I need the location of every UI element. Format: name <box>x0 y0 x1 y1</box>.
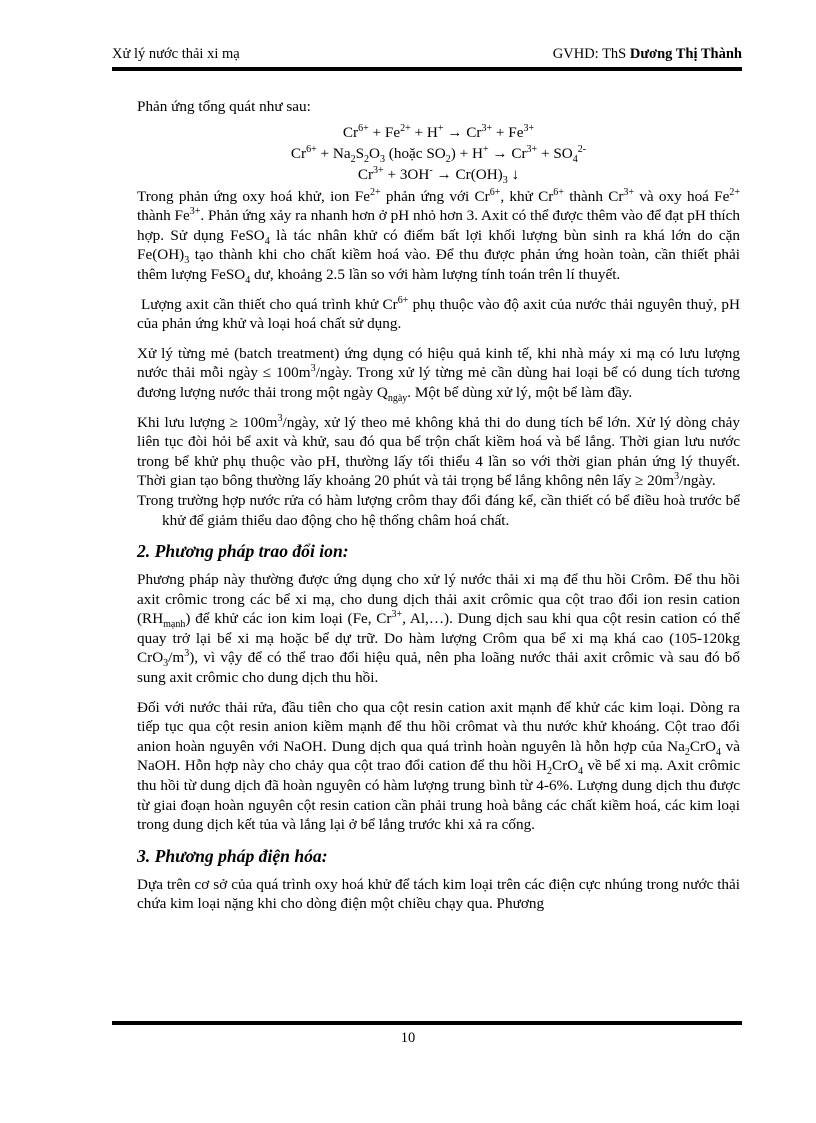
header-document-title: Xử lý nước thải xi mạ <box>112 46 240 62</box>
paragraph-rinse-water: Đối với nước thải rửa, đầu tiên cho qua cột resin cation axit mạnh để khử các kim loại. Dòng ra tiếp tục qua cột resin anion kiềm mạnh để thu hồi crômat và thu nước khử khoáng. Cột trao đổi anion hoàn nguyên với NaOH. Dung dịch qua quá trình hoàn nguyên là hỗn hợp của $Na_2CrO_4$ và NaOH. Hỗn hợp này cho chảy qua cột trao đổi cation để thu hồi $H_2CrO_4$ về bể xi mạ. Axit crômic thu hồi từ dung dịch đã hoàn nguyên có hàm lượng trung bình từ 4-6%. Lượng dung dịch thu được từ giai đoạn hoàn nguyên cột resin cation cần phải trung hoà bằng các chất kiềm hoá, các kim loại trong dung dịch kết tủa và lắng lại ở bể lắng trước khi xả ra cống. <box>137 698 740 834</box>
heading-electrochemical: 3. Phương pháp điện hóa: <box>137 845 328 866</box>
footer-rule <box>112 1021 742 1025</box>
paragraph-electrochemical: Dựa trên cơ sở của quá trình oxy hoá khử để tách kim loại trên các điện cực nhúng trong nước thải chứa kim loại nặng khi cho dòng điện một chiều chạy qua. Phương <box>137 875 740 913</box>
page-header <box>112 46 742 66</box>
page-body <box>137 97 740 924</box>
paragraph-continuous: Khi lưu lượng ≥ $100m^3$/ngày, xử lý theo mẻ không khả thi do dung tích bể lớn. Xử lý dòng chảy liên tục đòi hỏi bể axit và khử, sau đó qua bể trộn chất kiềm hoá và bể lắng. Thời gian lưu nước trong bể khử phụ thuộc vào pH, thường lấy tối thiểu 4 lần so với thời gian phản ứng lý thuyết. Thời gian tạo bông thường lấy khoảng 20 phút và tải trọng bể lắng không nên lấy ≥ $20m^3$/ngày. <box>137 412 740 490</box>
heading-ion-exchange: 2. Phương pháp trao đổi ion: <box>137 541 349 562</box>
paragraph-equalization: Trong trường hợp nước rửa có hàm lượng crôm thay đổi đáng kể, cần thiết có bể điều hoà trước bể khử để giảm thiểu dao động cho hệ thống châm hoá chất. <box>137 491 740 529</box>
equation-block <box>137 122 740 185</box>
header-supervisor-name: Dương Thị Thành <box>629 46 742 62</box>
header-supervisor-prefix: GVHD: ThS <box>552 46 630 62</box>
paragraph-redox: Trong phản ứng oxy hoá khử, ion $Fe^{2+}$ phản ứng với $Cr^{6+}$, khử $Cr^{6+}$ thành $Cr^{3+}$ và oxy hoá $Fe^{2+}$ thành $Fe^{3+}$. Phản ứng xảy ra nhanh hơn ở pH nhỏ hơn 3. Axit có thể được thêm vào để đạt pH thích hợp. Sử dụng FeSO$_4$ là tác nhân khử có điểm bất lợi khối lượng bùn sinh ra khá lớn do cặn $Fe(OH)_3$ tạo thành khi cho chất kiềm hoá vào. Để thu được phản ứng hoàn toàn, cần thiết phải thêm lượng FeSO$_4$ dư, khoảng 2.5 lần so với hàm lượng tính toán trên lí thuyết. <box>137 186 741 286</box>
page-number: 10 <box>400 1030 416 1046</box>
paragraph-acid: Lượng axit cần thiết cho quá trình khử $Cr^{6+}$ phụ thuộc vào độ axit của nước thải nguyên thuỷ, pH của phản ứng khử và loại hoá chất sử dụng. <box>137 294 740 333</box>
equation-1: $Cr^{6+} + Fe^{2+} + H^+ \to Cr^{3+} + Fe^{3+}$ <box>342 122 535 141</box>
intro-line: Phản ứng tổng quát như sau: <box>137 98 311 115</box>
paragraph-batch: Xử lý từng mẻ (batch treatment) ứng dụng có hiệu quả kinh tế, khi nhà máy xi mạ có lưu lượng nước thải mỗi ngày ≤ $100m^3$/ngày. Trong xử lý từng mẻ cần dùng hai loại bể có dung tích tương đương lượng nước thải trong một ngày $Q_{ngày}$. Một bể dùng xử lý, một bể làm đầy. <box>137 344 740 404</box>
header-rule <box>112 67 742 71</box>
header-supervisor <box>553 46 742 63</box>
paragraph-ion-exchange: Phương pháp này thường được ứng dụng cho xử lý nước thải xi mạ để thu hồi Crôm. Để thu hồi axit crômic trong các bể xi mạ, cho dung dịch thải axit crômic qua cột trao đổi ion resin cation $(RH_{mạnh})$ để khử các ion kim loại (Fe, $Cr^{3+}$, Al,…). Dung dịch sau khi qua cột resin cation có thể quay trở lại bể xi mạ hoặc bể dự trữ. Do hàm lượng Crôm qua bể xi mạ khá cao (105-120kg $CrO_3/m^3$), vì vậy để có thể trao đổi hiệu quả, nên pha loãng nước thải axit crômic và sau đó bổ sung axit crômic cho dung dịch thu hồi. <box>137 571 740 687</box>
equation-2: $Cr^{6+} + Na_2S_2O_3$ (hoặc $SO_2) + H^+ \to Cr^{3+} + SO_4^{2-}$ <box>290 143 587 165</box>
equation-3: $Cr^{3+} + 3OH^- \to Cr(OH)_3$ ↓ <box>357 164 520 186</box>
